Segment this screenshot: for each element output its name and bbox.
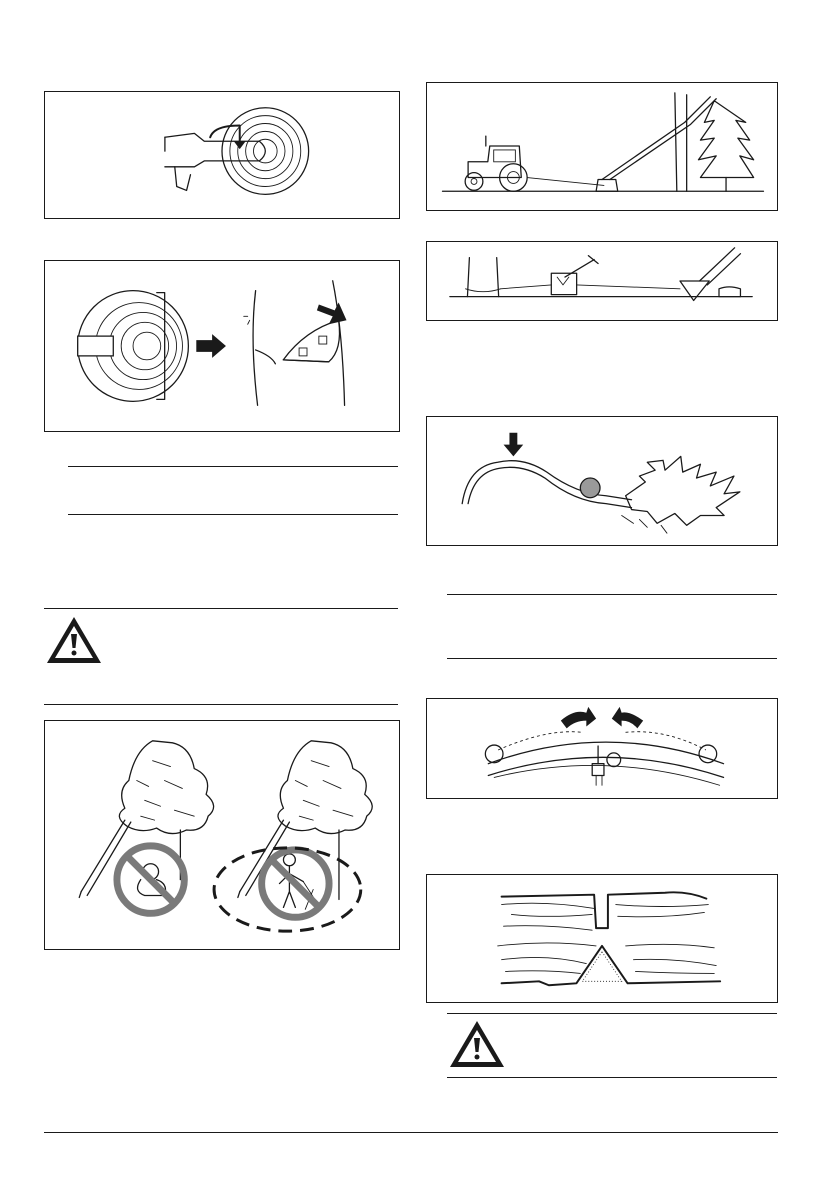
figure-cut-log <box>426 874 778 1003</box>
warning-block <box>44 614 104 666</box>
warning-bottom-rule <box>44 704 398 705</box>
text-rule <box>68 466 398 467</box>
log-rotation-wedge-illustration <box>45 261 399 431</box>
tension-trunk-illustration <box>427 417 777 545</box>
text-rule <box>68 514 398 515</box>
chainsaw-log-cut-illustration <box>45 92 399 218</box>
figure-rotation-wedge <box>44 260 400 432</box>
hand-winch-illustration <box>427 242 777 320</box>
warning-bottom-rule <box>447 1077 777 1078</box>
figure-chainsaw-log <box>44 91 400 219</box>
text-rule <box>447 594 777 595</box>
figure-winch-hook <box>426 241 778 321</box>
footer-rule <box>44 1132 778 1133</box>
bent-log-cut-illustration <box>427 699 777 798</box>
warning-triangle-icon <box>44 614 104 666</box>
tractor-winch-illustration <box>427 83 777 210</box>
figure-tension-trunk <box>426 416 778 546</box>
figure-tractor-pull <box>426 82 778 211</box>
log-cut-stages-illustration <box>427 875 777 1002</box>
figure-no-work-under-hung-tree <box>44 720 400 950</box>
figure-bent-log <box>426 698 778 799</box>
warning-triangle-icon <box>447 1018 507 1070</box>
text-rule <box>447 658 777 659</box>
warning-block <box>447 1018 507 1070</box>
warning-top-rule <box>447 1013 777 1014</box>
warning-top-rule <box>44 608 398 609</box>
prohibited-hung-tree-illustration <box>45 721 399 949</box>
